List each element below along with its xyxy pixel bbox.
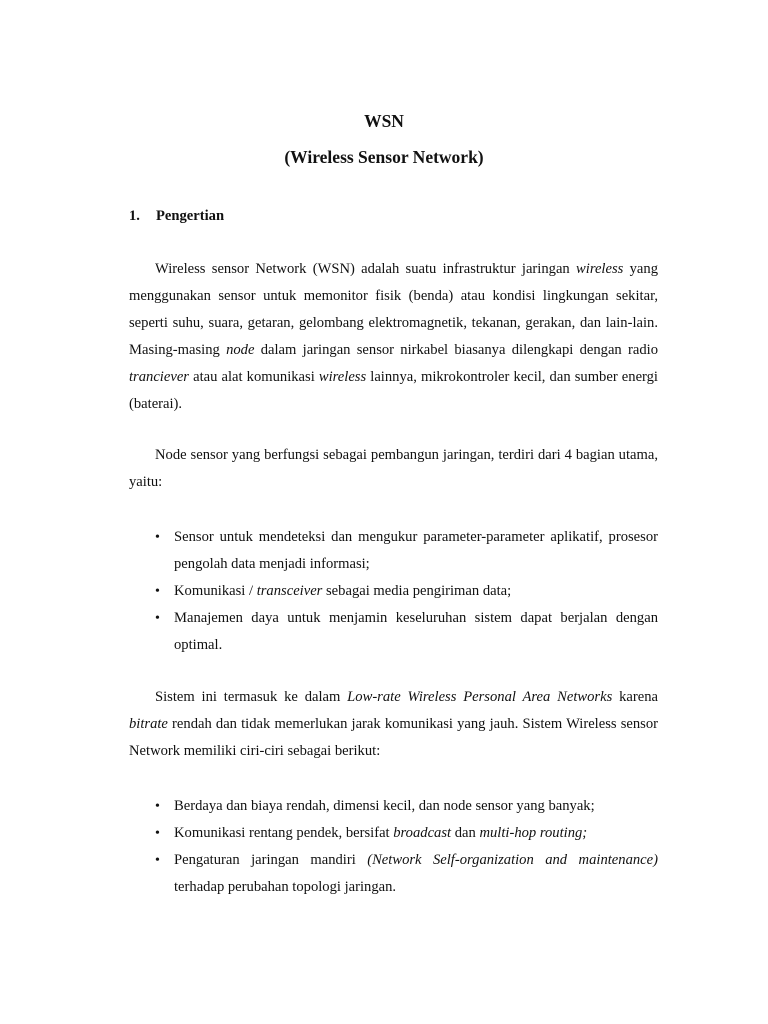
list-item xyxy=(155,793,658,820)
bullet-icon: • xyxy=(155,826,160,841)
list-item xyxy=(155,820,658,847)
text-run: Pengaturan jaringan mandiri xyxy=(174,852,368,868)
paragraph-node-parts xyxy=(129,442,658,496)
text-run: rendah dan tidak memerlukan jarak komunikasi yang jauh. Sistem Wireless sensor Network memiliki ciri-ciri sebagai berikut: xyxy=(129,716,658,759)
bullet-icon: • xyxy=(155,530,160,545)
text-run: karena xyxy=(612,689,658,705)
text-run: lainnya, mikrokontroler kecil, dan sumber energi (baterai). xyxy=(129,369,658,412)
document-subtitle: (Wireless Sensor Network) xyxy=(284,147,484,167)
list-item xyxy=(155,524,658,578)
text-run: dan xyxy=(451,825,480,841)
text-run: Sensor untuk mendeteksi dan mengukur parameter-parameter aplikatif, prosesor pengolah data menjadi informasi; xyxy=(174,529,658,572)
italic-text: bitrate xyxy=(129,716,168,732)
list-item xyxy=(155,605,658,659)
paragraph-definition xyxy=(129,256,658,418)
text-run: dalam jaringan sensor nirkabel biasanya dilengkapi dengan radio xyxy=(254,342,658,358)
text-run: Wireless sensor Network (WSN) adalah suatu infrastruktur jaringan xyxy=(155,261,577,277)
list-item xyxy=(155,578,658,605)
italic-text: wireless xyxy=(576,261,624,277)
text-run: yang menggunakan sensor untuk memonitor fisik (benda) atau kondisi lingkungan sekitar, seperti suhu, suara, getaran, gelombang elektromagnetik, tekanan, gerakan, dan lain-lain. Masing-masing xyxy=(129,261,658,358)
list-item xyxy=(155,847,658,901)
section-heading xyxy=(129,203,224,230)
italic-text: (Network Self-organization and maintenance) xyxy=(367,852,658,868)
italic-text: transceiver xyxy=(256,583,323,599)
section-title: Pengertian xyxy=(156,208,225,224)
characteristics-list xyxy=(155,793,658,901)
bullet-icon: • xyxy=(155,799,160,814)
document-title: WSN xyxy=(364,111,404,131)
text-run: atau alat komunikasi xyxy=(188,369,319,385)
text-run: Manajemen daya untuk menjamin keseluruhan sistem dapat berjalan dengan optimal. xyxy=(174,610,658,653)
italic-text: Low-rate Wireless Personal Area Networks xyxy=(347,689,613,705)
paragraph-characteristics xyxy=(129,684,658,765)
italic-text: multi-hop routing; xyxy=(479,825,588,841)
node-parts-list xyxy=(155,524,658,659)
italic-text: tranciever xyxy=(129,369,189,385)
italic-text: broadcast xyxy=(393,825,452,841)
italic-text: wireless xyxy=(318,369,367,385)
text-run: Berdaya dan biaya rendah, dimensi kecil, dan node sensor yang banyak; xyxy=(174,798,595,814)
bullet-icon: • xyxy=(155,611,160,626)
bullet-icon: • xyxy=(155,584,160,599)
text-run: Node sensor yang berfungsi sebagai pembangun jaringan, terdiri dari 4 bagian utama, yaitu: xyxy=(129,447,658,490)
text-run: Sistem ini termasuk ke dalam xyxy=(155,689,348,705)
text-run: Komunikasi / xyxy=(174,583,257,599)
italic-text: node xyxy=(226,342,255,358)
bullet-icon: • xyxy=(155,853,160,868)
text-run: Komunikasi rentang pendek, bersifat xyxy=(174,825,394,841)
text-run: sebagai media pengiriman data; xyxy=(322,583,512,599)
text-run: terhadap perubahan topologi jaringan. xyxy=(174,879,397,895)
section-number: 1. xyxy=(129,208,140,224)
